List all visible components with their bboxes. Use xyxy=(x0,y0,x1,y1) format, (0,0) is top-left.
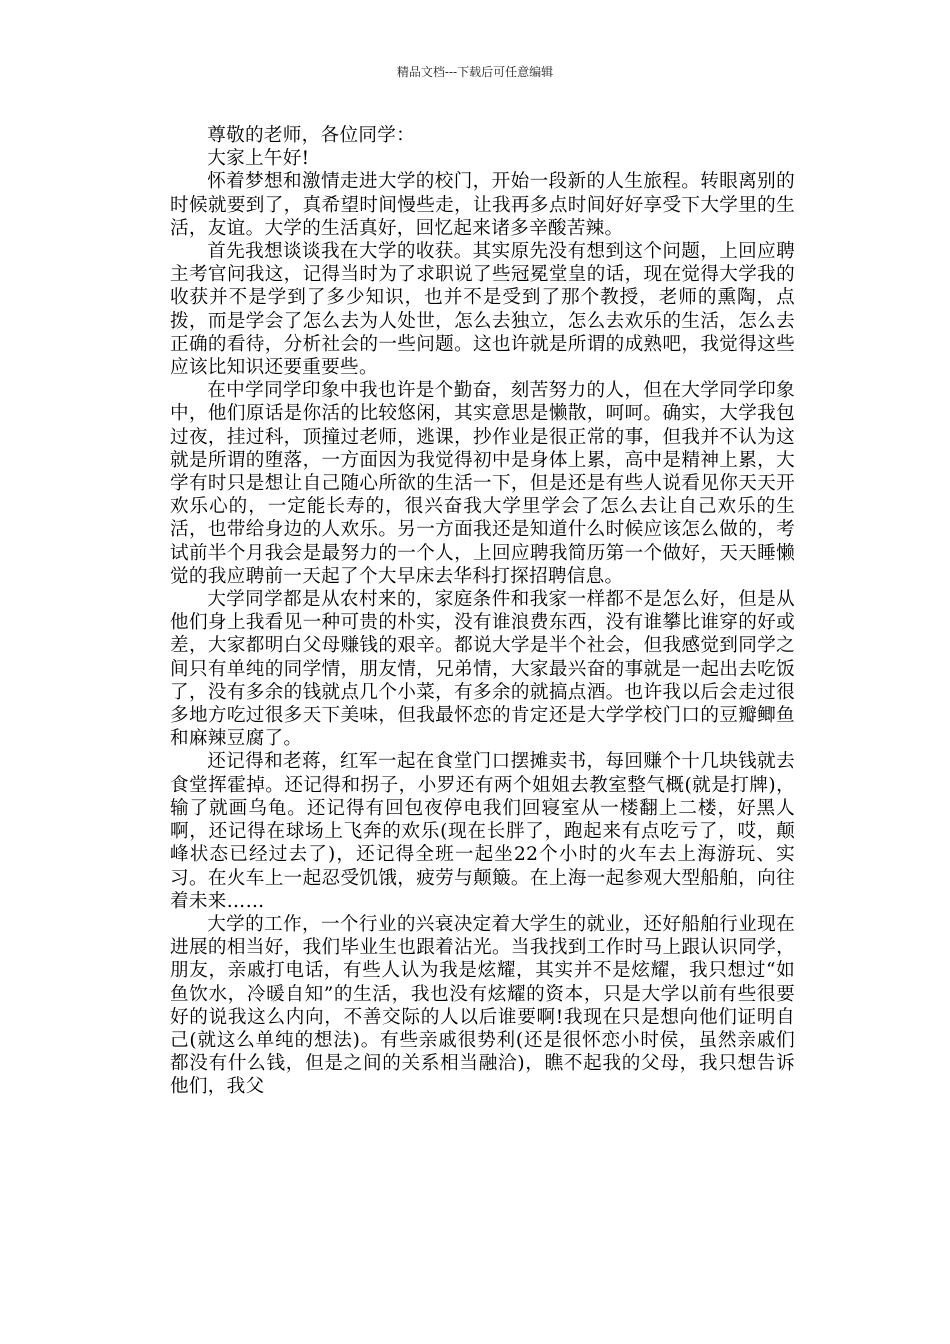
paragraph: 首先我想谈谈我在大学的收获。其实原先没有想到这个问题，上回应聘主考官问我这，记得当时为了求职说了些冠冕堂皇的话，现在觉得大学我的收获并不是学到了多少知识，也并不是受到了那个教授，老师的熏陶，点拨，而是学会了怎么去为人处世，怎么去独立，怎么去欢乐的生活，怎么去正确的看待，分析社会的一些问题。这也许就是所谓的成熟吧，我觉得这些应该比知识还要重要些。 xyxy=(170,241,795,379)
paragraph: 怀着梦想和激情走进大学的校门，开始一段新的人生旅程。转眼离别的时候就要到了，真希望时间慢些走，让我再多点时间好好享受下大学里的生活，友谊。大学的生活真好，回忆起来诸多辛酸苦辣。 xyxy=(170,171,795,239)
page-header: 精品文档---下载后可任意编辑 xyxy=(396,65,554,79)
paragraph: 大学的工作，一个行业的兴衰决定着大学生的就业，还好船舶行业现在进展的相当好，我们毕业生也跟着沾光。当我找到工作时马上跟认识同学，朋友，亲戚打电话，有些人认为我是炫耀，其实并不是炫耀，我只想过“如鱼饮水，冷暖自知”的生活，我也没有炫耀的资本，只是大学以前有些很要好的说我这么内向，不善交际的人以后谁要啊!我现在只是想向他们证明自己(就这么单纯的想法)。有些亲戚很势利(还是很怀恋小时侯，虽然亲戚们都没有什么钱，但是之间的关系相当融洽)，瞧不起我的父母，我只想告诉他们，我父 xyxy=(170,913,795,1098)
paragraph: 在中学同学印象中我也许是个勤奋，刻苦努力的人，但在大学同学印象中，他们原话是你活的比较悠闲，其实意思是懒散，呵呵。确实，大学我包过夜，挂过科，顶撞过老师，逃课，抄作业是很正常的事，但我并不认为这就是所谓的堕落，一方面因为我觉得初中是身体上累，高中是精神上累，大学有时只是想让自己随心所欲的生活一下，但是还是有些人说看见你天天开欢乐心的，一定能长寿的，很兴奋我大学里学会了怎么去让自己欢乐的生活，也带给身边的人欢乐。另一方面我还是知道什么时候应该怎么做的，考试前半个月我会是最努力的一个人，上回应聘我简历第一个做好，天天睡懒觉的我应聘前一天起了个大早床去华科打探招聘信息。 xyxy=(170,380,795,587)
greeting-line: 大家上午好! xyxy=(207,148,310,170)
paragraph: 大学同学都是从农村来的，家庭条件和我家一样都不是怎么好，但是从他们身上我看见一种可贵的朴实，没有谁浪费东西，没有谁攀比谁穿的好或差，大家都明白父母赚钱的艰辛。都说大学是半个社会，但我感觉到同学之间只有单纯的同学情，朋友情，兄弟情，大家最兴奋的事就是一起出去吃饭了，没有多余的钱就点几个小菜，有多余的就搞点酒。也许我以后会走过很多地方吃过很多天下美味，但我最怀恋的肯定还是大学学校门口的豆瓣鲫鱼和麻辣豆腐了。 xyxy=(170,589,795,750)
paragraph: 还记得和老蒋，红军一起在食堂门口摆摊卖书，每回赚个十几块钱就去食堂挥霍掉。还记得和拐子，小罗还有两个姐姐去教室整气概(就是打牌)，输了就画乌龟。还记得有回包夜停电我们回寝室从一楼翻上二楼，好黑人啊，还记得在球场上飞奔的欢乐(现在长胖了，跑起来有点吃亏了，哎，颠峰状态已经过去了)，还记得全班一起坐22个小时的火车去上海游玩、实习。在火车上一起忍受饥饿，疲劳与颠簸。在上海一起参观大型船舶，向往着未来…… xyxy=(170,751,795,912)
document-body xyxy=(170,124,795,1099)
salutation: 尊敬的老师，各位同学： xyxy=(207,125,416,146)
